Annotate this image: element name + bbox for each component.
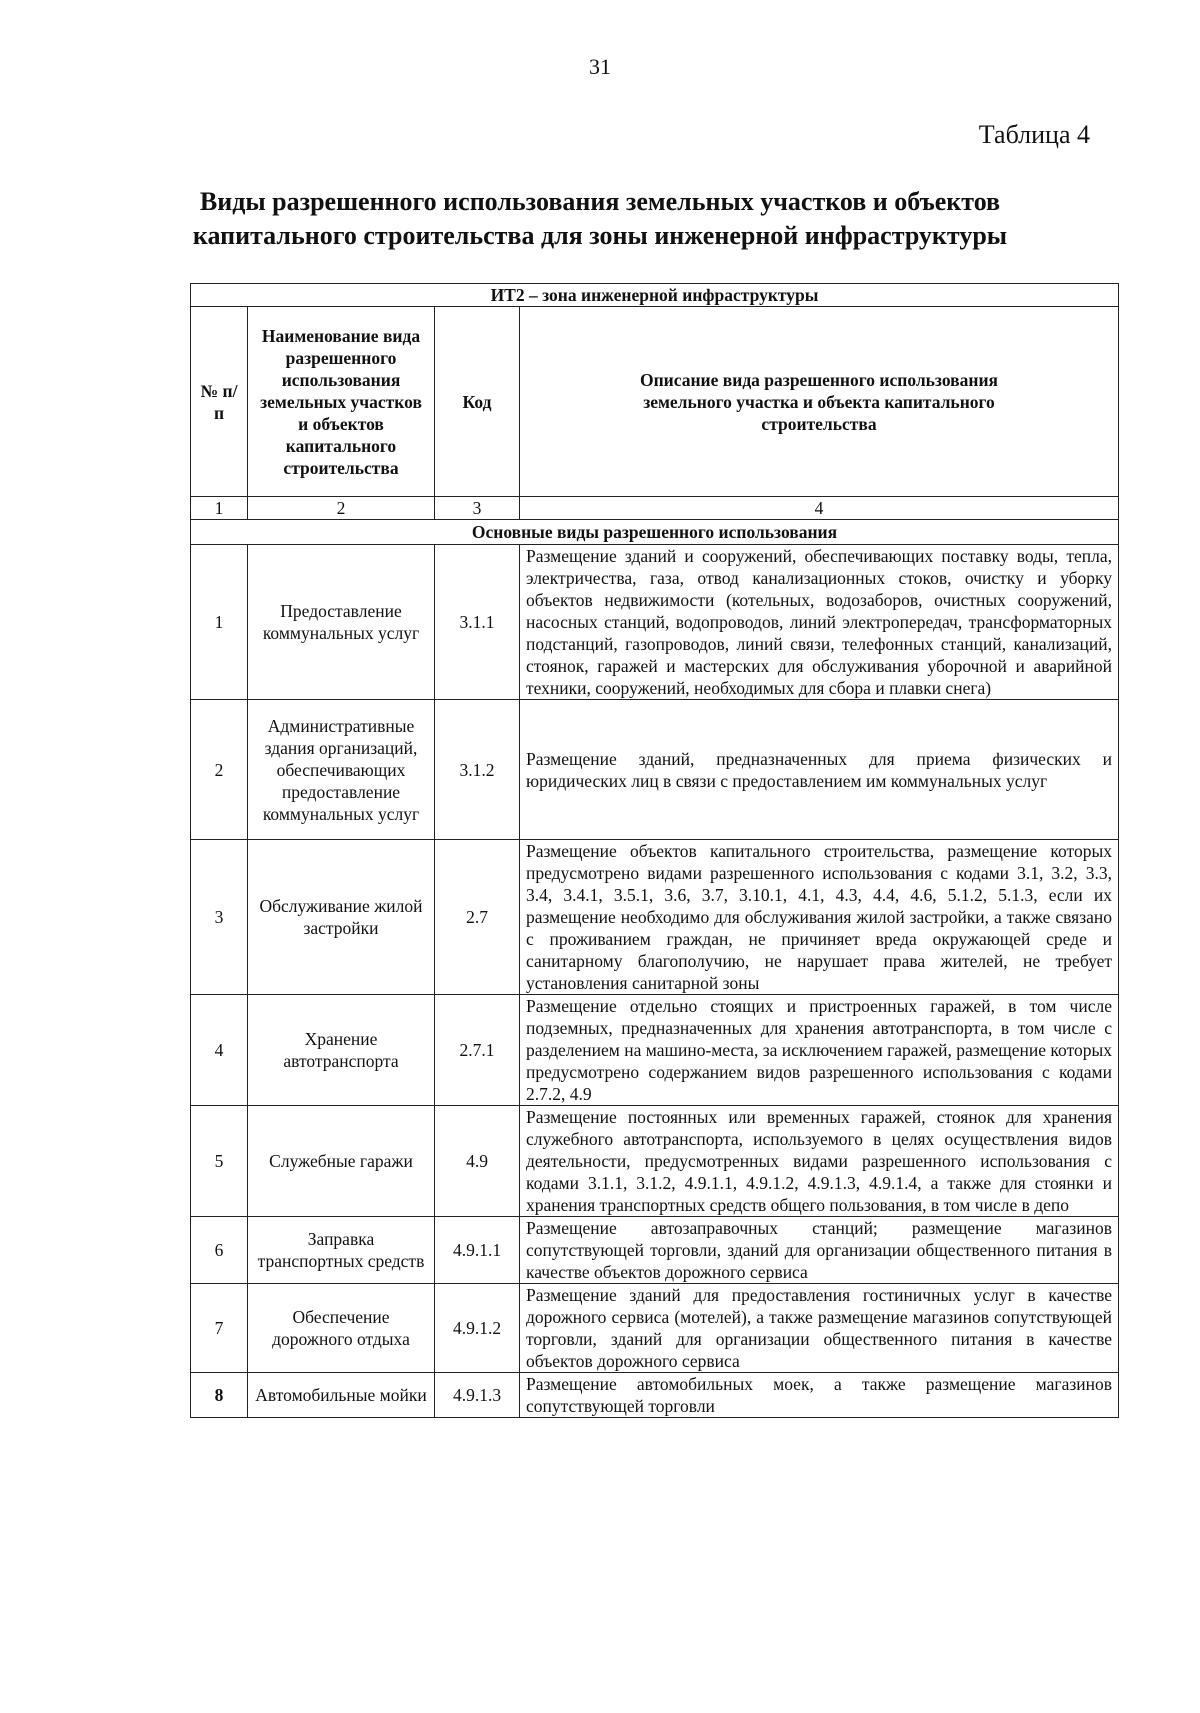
row-code: 4.9: [435, 1106, 520, 1217]
column-number: 1: [191, 497, 248, 520]
row-name: Заправка транспортных средств: [248, 1217, 435, 1284]
title-line-1: Виды разрешенного использования земельных участков и объектов: [199, 187, 1001, 216]
row-name: Предоставление коммунальных услуг: [248, 545, 435, 700]
row-name: Обслуживание жилой застройки: [248, 840, 435, 995]
row-num: 4: [191, 995, 248, 1106]
header-num: № п/п: [191, 307, 248, 497]
header-desc: Описание вида разрешенного использования земельного участка и объекта капитального строительства: [520, 307, 1119, 497]
row-desc: Размещение постоянных или временных гаражей, стоянок для хранения служебного автотранспорта, используемого в целях осуществления видов деятельности, предусмотренных видами разрешенного использования с кодами 3.1.1, 3.1.2, 4.9.1.1, 4.9.1.2, 4.9.1.3, 4.9.1.4, а также для стоянки и хранения транспортных средств общего пользования, в том числе в депо: [520, 1106, 1119, 1217]
row-num: 2: [191, 700, 248, 840]
table-row: [191, 995, 1119, 1106]
table-label: Таблица 4: [978, 120, 1090, 149]
column-number: 4: [520, 497, 1119, 520]
row-num: 5: [191, 1106, 248, 1217]
row-name: Административные здания организаций, обеспечивающих предоставление коммунальных услуг: [248, 700, 435, 840]
title-line-2: капитального строительства для зоны инженерной инфраструктуры: [192, 221, 1008, 250]
row-code: 4.9.1.1: [435, 1217, 520, 1284]
column-number: 2: [248, 497, 435, 520]
row-desc: Размещение зданий, предназначенных для приема физических и юридических лиц в связи с предоставлением им коммунальных услуг: [520, 700, 1119, 840]
row-desc: Размещение автомобильных моек, а также размещение магазинов сопутствующей торговли: [520, 1373, 1119, 1418]
row-name: Обеспечение дорожного отдыха: [248, 1284, 435, 1373]
column-number: 3: [435, 497, 520, 520]
row-code: 4.9.1.3: [435, 1373, 520, 1418]
page-number: 31: [589, 54, 611, 79]
document-title: [100, 185, 1100, 253]
row-code: 2.7.1: [435, 995, 520, 1106]
row-code: 4.9.1.2: [435, 1284, 520, 1373]
row-num: 3: [191, 840, 248, 995]
row-num: 6: [191, 1217, 248, 1284]
row-desc: Размещение автозаправочных станций; размещение магазинов сопутствующей торговли, зданий для организации общественного питания в качестве объектов дорожного сервиса: [520, 1217, 1119, 1284]
table-row: [191, 700, 1119, 840]
row-desc: Размещение отдельно стоящих и пристроенных гаражей, в том числе подземных, предназначенных для хранения автотранспорта, в том числе с разделением на машино-места, за исключением гаражей, размещение которых предусмотрено содержанием видов разрешенного использования с кодами 2.7.2, 4.9: [520, 995, 1119, 1106]
table-row: [191, 840, 1119, 995]
table-row: [191, 1106, 1119, 1217]
table-row: [191, 545, 1119, 700]
row-desc: Размещение зданий для предоставления гостиничных услуг в качестве дорожного сервиса (мотелей), а также размещение магазинов сопутствующей торговли, зданий для организации общественного питания в качестве объектов дорожного сервиса: [520, 1284, 1119, 1373]
land-use-table: [190, 283, 1119, 1418]
section-title: Основные виды разрешенного использования: [191, 520, 1119, 545]
row-code: 3.1.1: [435, 545, 520, 700]
table-row: [191, 1284, 1119, 1373]
row-num: 7: [191, 1284, 248, 1373]
row-code: 2.7: [435, 840, 520, 995]
table-row: [191, 1373, 1119, 1418]
table-row: [191, 1217, 1119, 1284]
row-num: 1: [191, 545, 248, 700]
row-desc: Размещение объектов капитального строительства, размещение которых предусмотрено видами разрешенного использования с кодами 3.1, 3.2, 3.3, 3.4, 3.4.1, 3.5.1, 3.6, 3.7, 3.10.1, 4.1, 4.3, 4.4, 4.6, 5.1.2, 5.1.3, если их размещение необходимо для обслуживания жилой застройки, а также связано с проживанием граждан, не причиняет вреда окружающей среде и санитарному благополучию, не нарушает права жителей, не требует установления санитарной зоны: [520, 840, 1119, 995]
row-name: Служебные гаражи: [248, 1106, 435, 1217]
header-name: Наименование вида разрешенного использования земельных участков и объектов капитального строительства: [248, 307, 435, 497]
row-num: 8: [191, 1373, 248, 1418]
row-code: 3.1.2: [435, 700, 520, 840]
header-code: Код: [435, 307, 520, 497]
row-name: Автомобильные мойки: [248, 1373, 435, 1418]
zone-header: ИТ2 – зона инженерной инфраструктуры: [191, 284, 1119, 307]
row-desc: Размещение зданий и сооружений, обеспечивающих поставку воды, тепла, электричества, газа, отвод канализационных стоков, очистку и уборку объектов недвижимости (котельных, водозаборов, очистных сооружений, насосных станций, водопроводов, линий электропередач, трансформаторных подстанций, газопроводов, линий связи, телефонных станций, канализаций, стоянок, гаражей и мастерских для обслуживания уборочной и аварийной техники, сооружений, необходимых для сбора и плавки снега): [520, 545, 1119, 700]
column-numbers-row: [191, 497, 1119, 520]
row-name: Хранение автотранспорта: [248, 995, 435, 1106]
